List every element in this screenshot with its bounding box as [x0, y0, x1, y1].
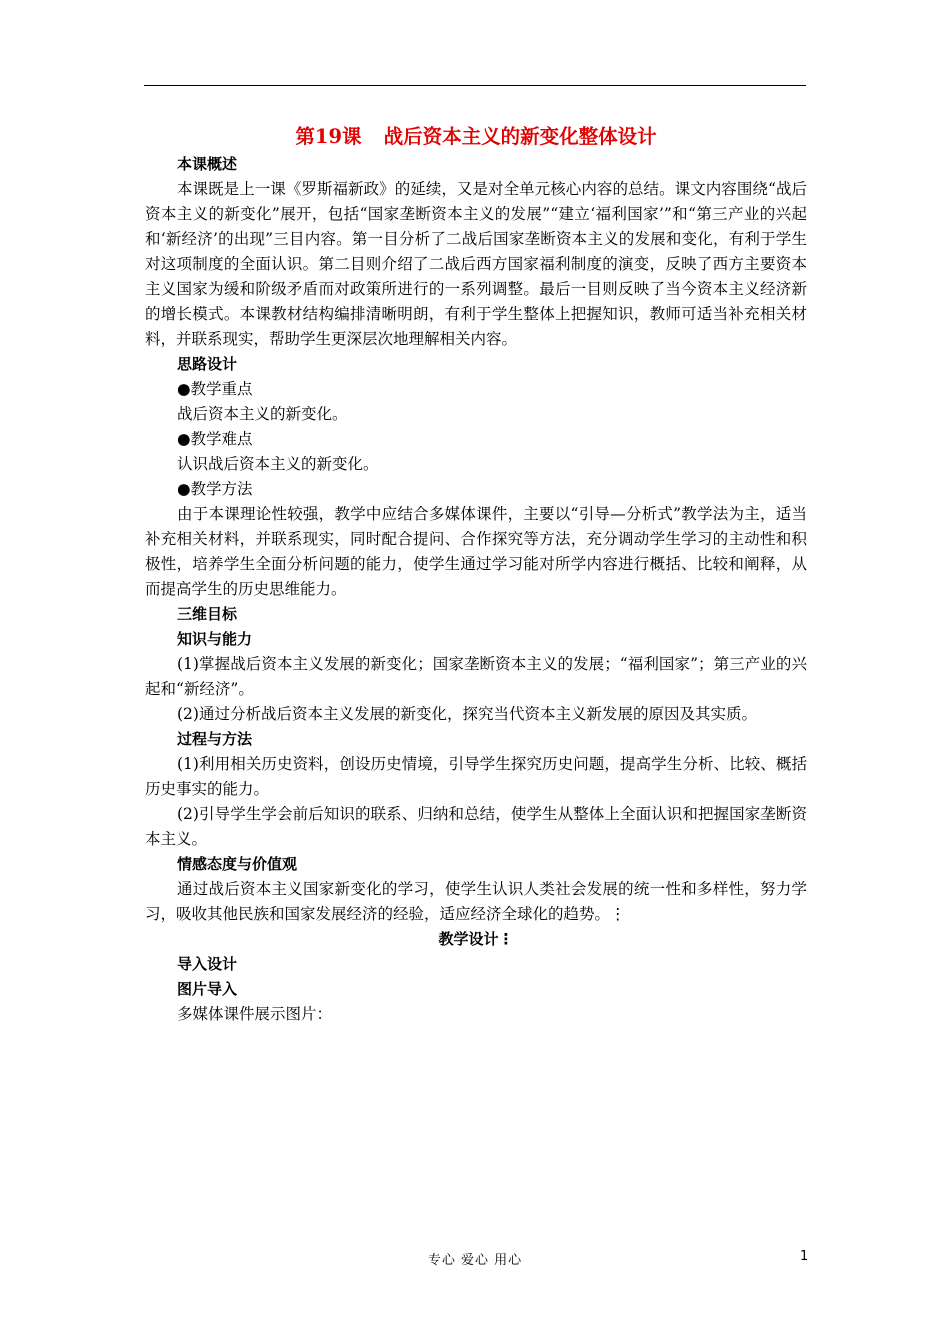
method-paragraph: 由于本课理论性较强，教学中应结合多媒体课件，主要以“引导—分析式”教学法为主，适当补充相关材料，并联系现实，同时配合提问、合作探究等方法，充分调动学生学习的主动性和积极性，培养学生全面分析问题的能力，使学生通过学习能对所学内容进行概括、比较和阐释，从而提高学生的历史思维能力。	[145, 505, 807, 598]
document-body	[145, 122, 807, 1027]
overview-heading: 本课概述	[177, 155, 238, 173]
title-lesson-number: 第19课	[295, 125, 362, 148]
method-label: ●教学方法	[177, 480, 253, 498]
intro-heading: 导入设计	[177, 955, 238, 973]
process-heading: 过程与方法	[177, 730, 253, 748]
knowledge-item-1: (1)掌握战后资本主义发展的新变化；国家垄断资本主义的发展；“福利国家”；第三产业的兴起和“新经济”。	[145, 655, 807, 698]
key-point-text: 战后资本主义的新变化。	[177, 405, 348, 423]
header-rule	[144, 85, 806, 86]
overview-paragraph: 本课既是上一课《罗斯福新政》的延续，又是对全单元核心内容的总结。课文内容围绕“战后资本主义的新变化”展开，包括“国家垄断资本主义的发展”“建立‘福利国家’”和“第三产业的兴起和‘新经济’的出现”三目内容。第一目分析了二战后国家垄断资本主义的发展和变化，有利于学生对这项制度的全面认识。第二目则介绍了二战后西方国家福利制度的演变，反映了西方主要资本主义国家为缓和阶级矛盾而对政策所进行的一系列调整。最后一目则反映了当今资本主义经济新的增长模式。本课教材结构编排清晰明朗，有利于学生整体上把握知识，教师可适当补充相关材料，并联系现实，帮助学生更深层次地理解相关内容。	[145, 180, 807, 348]
goals-heading: 三维目标	[177, 605, 238, 623]
difficulty-text: 认识战后资本主义的新变化。	[177, 455, 379, 473]
picture-text: 多媒体课件展示图片：	[177, 1005, 333, 1023]
key-point-label: ●教学重点	[177, 380, 253, 398]
difficulty-label: ●教学难点	[177, 430, 253, 448]
title-main: 战后资本主义的新变化整体设计	[383, 125, 657, 148]
teaching-design-heading: 教学设计⋮	[438, 930, 514, 948]
design-heading: 思路设计	[177, 355, 238, 373]
emotion-paragraph: 通过战后资本主义国家新变化的学习，使学生认识人类社会发展的统一性和多样性，努力学习，吸收其他民族和国家发展经济的经验，适应经济全球化的趋势。⋮	[145, 880, 807, 923]
process-item-2: (2)引导学生学会前后知识的联系、归纳和总结，使学生从整体上全面认识和把握国家垄断资本主义。	[145, 805, 807, 848]
knowledge-item-2: (2)通过分析战后资本主义发展的新变化，探究当代资本主义新发展的原因及其实质。	[177, 705, 757, 723]
emotion-heading: 情感态度与价值观	[177, 855, 298, 873]
knowledge-heading: 知识与能力	[177, 630, 253, 648]
footer-motto: 专心 爱心 用心	[427, 1253, 523, 1268]
page-number: 1	[800, 1249, 809, 1264]
page-title	[145, 122, 807, 152]
picture-heading: 图片导入	[177, 980, 238, 998]
process-item-1: (1)利用相关历史资料，创设历史情境，引导学生探究历史问题，提高学生分析、比较、概括历史事实的能力。	[145, 755, 807, 798]
